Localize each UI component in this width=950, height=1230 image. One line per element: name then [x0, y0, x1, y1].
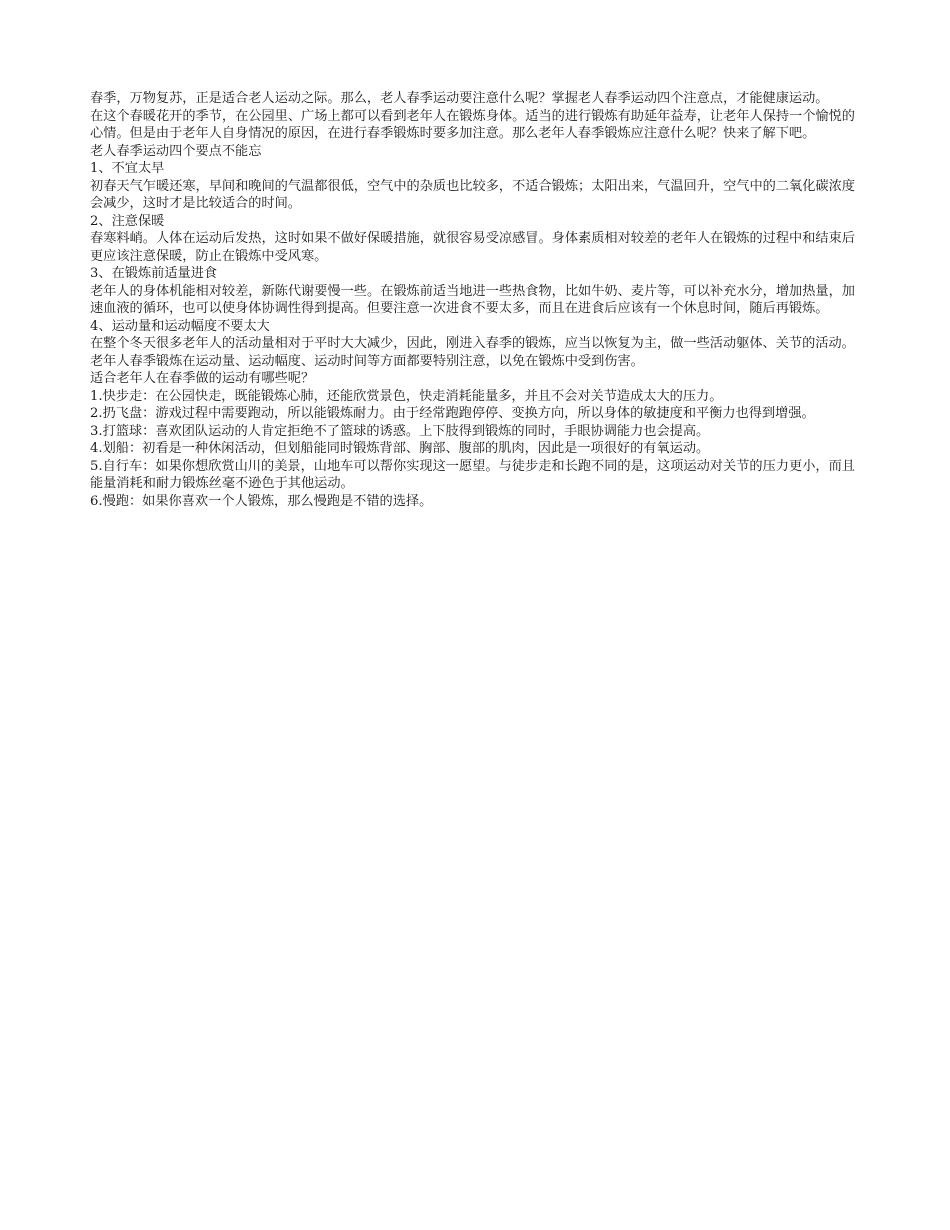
point-text-4: 在整个冬天很多老年人的活动量相对于平时大大减少，因此，刚进入春季的锻炼，应当以恢复为主，做一些活动躯体、关节的活动。	[90, 336, 855, 351]
point-heading-4: 4、运动量和运动幅度不要太大	[90, 318, 270, 334]
document-body	[90, 90, 855, 510]
point-text-1: 初春天气乍暖还寒，早间和晚间的气温都很低，空气中的杂质也比较多，不适合锻炼；太阳出来，气温回升，空气中的二氧化碳浓度会减少，这时才是比较适合的时间。	[90, 178, 855, 211]
point-heading-3: 3、在锻炼前适量进食	[90, 266, 218, 281]
summary-paragraph: 老年人春季锻炼在运动量、运动幅度、运动时间等方面都要特别注意，以免在锻炼中受到伤害。	[90, 353, 644, 369]
body-paragraph: 在这个春暖花开的季节，在公园里、广场上都可以看到老年人在锻炼身体。适当的进行锻炼有助延年益寿，让老年人保持一个愉悦的心情。但是由于老年人自身情况的原因，在进行春季锻炼时要多加注意。那么老年人春季锻炼应注意什么呢？快来了解下吧。	[90, 108, 855, 141]
point-heading-1: 1、不宜太早	[90, 161, 165, 176]
point-text-3: 老年人的身体机能相对较差，新陈代谢要慢一些。在锻炼前适当地进一些热食物，比如牛奶、麦片等，可以补充水分，增加热量，加速血液的循环，也可以使身体协调性得到提高。但要注意一次进食不要太多，而且在进食后应该有一个休息时间，随后再锻炼。	[90, 283, 855, 316]
sport-item-5: 5.自行车：如果你想欣赏山川的美景，山地车可以帮你实现这一愿望。与徒步走和长跑不同的是，这项运动对关节的压力更小，而且能量消耗和耐力锻炼丝毫不逊色于其他运动。	[90, 458, 855, 491]
sport-item-2: 2.扔飞盘：游戏过程中需要跑动，所以能锻炼耐力。由于经常跑跑停停、变换方向，所以身体的敏捷度和平衡力也得到增强。	[90, 406, 815, 421]
sport-item-3: 3.打篮球：喜欢团队运动的人肯定拒绝不了篮球的诱惑。上下肢得到锻炼的同时，手眼协调能力也会提高。	[90, 423, 710, 439]
sport-item-4: 4.划船：初看是一种休闲活动，但划船能同时锻炼背部、胸部、腹部的肌肉，因此是一项很好的有氧运动。	[90, 441, 710, 456]
sports-heading: 适合老年人在春季做的运动有哪些呢？	[90, 371, 315, 386]
sport-item-1: 1.快步走：在公园快走，既能锻炼心肺，还能欣赏景色，快走消耗能量多，并且不会对关节造成太大的压力。	[90, 388, 723, 404]
point-heading-2: 2、注意保暖	[90, 213, 165, 229]
point-text-2: 春寒料峭。人体在运动后发热，这时如果不做好保暖措施，就很容易受凉感冒。身体素质相对较差的老年人在锻炼的过程中和结束后更应该注意保暖，防止在锻炼中受风寒。	[90, 231, 855, 264]
section-heading: 老人春季运动四个要点不能忘	[90, 143, 262, 159]
intro-paragraph: 春季，万物复苏，正是适合老人运动之际。那么，老人春季运动要注意什么呢？掌握老人春季运动四个注意点，才能健康运动。	[90, 91, 829, 106]
sport-item-6: 6.慢跑：如果你喜欢一个人锻炼，那么慢跑是不错的选择。	[90, 493, 433, 509]
